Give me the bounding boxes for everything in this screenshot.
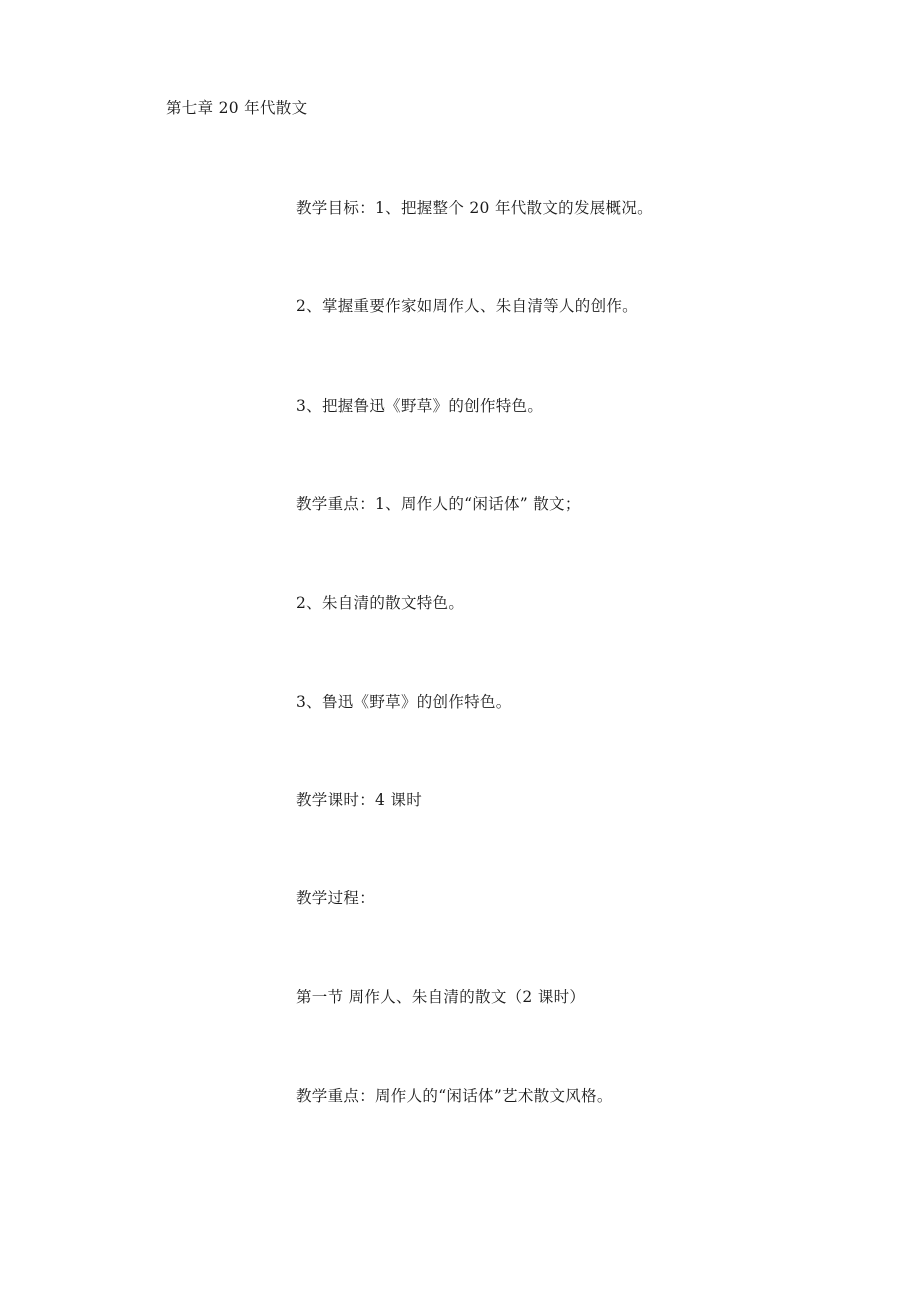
paragraph-focus-2: 2、朱自清的散文特色。 — [296, 594, 465, 612]
paragraph-teaching-process: 教学过程： — [296, 889, 376, 907]
paragraph-focus-3: 3、鲁迅《野草》的创作特色。 — [296, 693, 512, 711]
paragraph-class-hours: 教学课时：4 课时 — [296, 791, 422, 809]
paragraph-teaching-objectives: 教学目标：1、把握整个 20 年代散文的发展概况。 — [296, 199, 653, 217]
paragraph-teaching-focus: 教学重点：1、周作人的“闲话体” 散文； — [296, 495, 581, 513]
section-heading-1: 第一节 周作人、朱自清的散文（2 课时） — [296, 988, 586, 1006]
chapter-title: 第七章 20 年代散文 — [166, 99, 308, 117]
paragraph-objective-2: 2、掌握重要作家如周作人、朱自清等人的创作。 — [296, 297, 638, 315]
paragraph-objective-3: 3、把握鲁迅《野草》的创作特色。 — [296, 397, 544, 415]
paragraph-section-focus: 教学重点：周作人的“闲话体”艺术散文风格。 — [296, 1087, 613, 1105]
